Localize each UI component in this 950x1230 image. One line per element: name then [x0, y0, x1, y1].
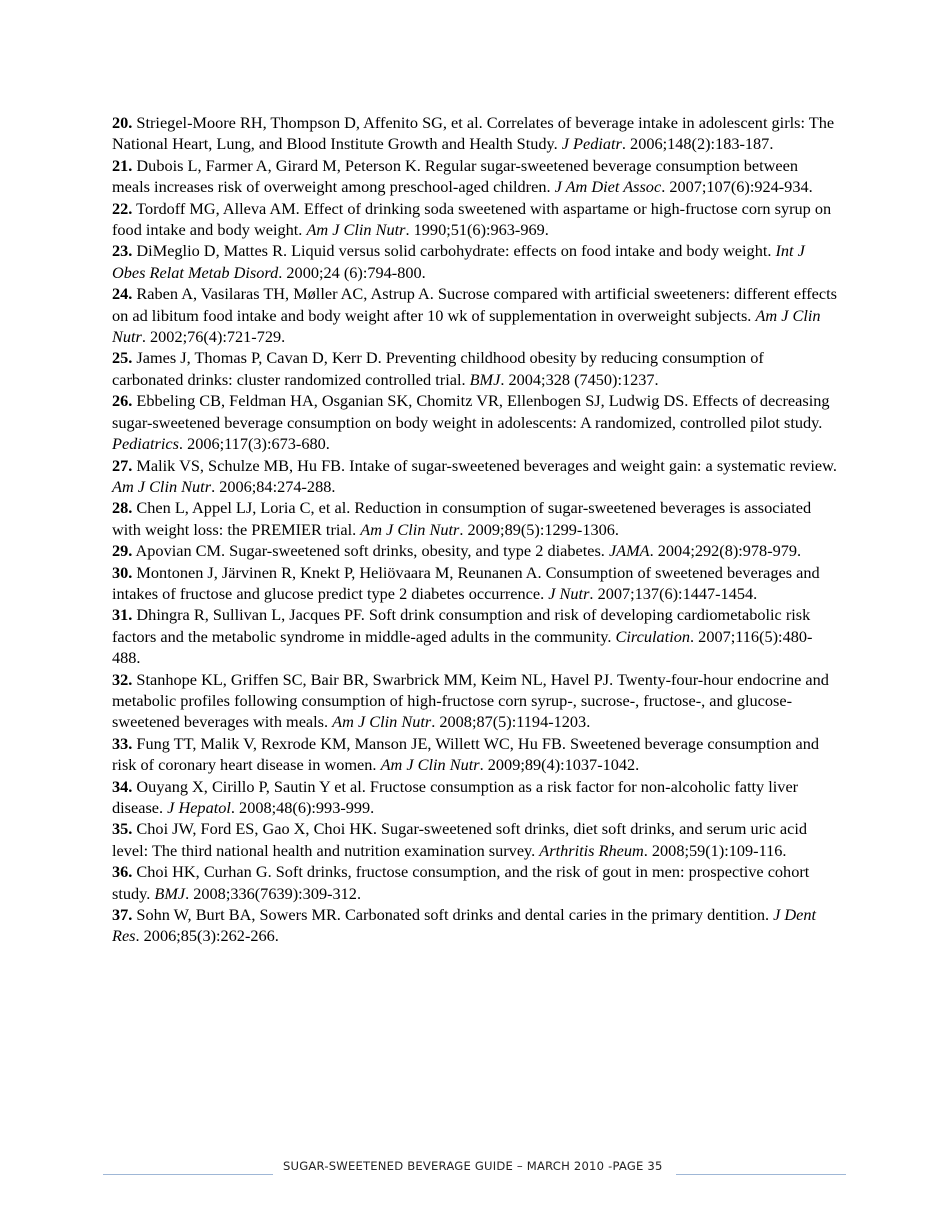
reference-journal: J Hepatol [167, 798, 231, 817]
reference-details: . 2004;328 (7450):1237. [500, 369, 659, 389]
reference-number: 35. [112, 819, 133, 839]
reference-item [112, 733, 837, 776]
reference-journal: Pediatrics [112, 434, 179, 454]
reference-number: 28. [112, 498, 133, 518]
reference-item [112, 818, 837, 861]
reference-item [112, 390, 837, 454]
reference-details: . 2000;24 (6):794-800. [278, 262, 426, 282]
reference-journal: BMJ [154, 883, 186, 903]
reference-details: . 2007;116(5):480-488. [112, 626, 813, 668]
reference-journal: Arthritis Rheum [539, 840, 644, 860]
reference-journal: J Dent Res [112, 905, 817, 946]
reference-number: 30. [112, 562, 133, 582]
reference-item [112, 283, 837, 347]
reference-text: Dhingra R, Sullivan L, Jacques PF. Soft drink consumption and risk of developing cardiometabolic risk factors and the metabolic syndrome in middle-aged adults in the community. [112, 605, 811, 646]
reference-journal: Circulation [615, 626, 691, 646]
reference-details: . 2008;336(7639):309-312. [185, 883, 362, 903]
reference-text: Ouyang X, Cirillo P, Sautin Y et al. Fructose consumption as a risk factor for non-alcoholic fatty liver disease. [112, 776, 799, 817]
reference-text: Fung TT, Malik V, Rexrode KM, Manson JE, Willett WC, Hu FB. Sweetened beverage consumption and risk of coronary heart disease in women. [112, 733, 820, 775]
reference-journal: J Pediatr [561, 134, 622, 154]
reference-text: Sohn W, Burt BA, Sowers MR. Carbonated soft drinks and dental caries in the primary dentition. [132, 905, 774, 925]
reference-number: 37. [112, 905, 133, 925]
reference-journal: Int J Obes Relat Metab Disord [112, 241, 805, 282]
reference-number: 34. [112, 776, 133, 796]
reference-journal: J Am Diet Assoc [554, 177, 662, 197]
reference-text: Raben A, Vasilaras TH, Møller AC, Astrup A. Sucrose compared with artificial sweeteners: different effects on ad libitum food intake and body weight after 10 wk of supplementation in overweight subjects. [112, 284, 837, 325]
page-footer [0, 1158, 950, 1198]
reference-text: Tordoff MG, Alleva AM. Effect of drinking soda sweetened with aspartame or high-fructose corn syrup on food intake and body weight. [112, 198, 832, 240]
reference-text: Stanhope KL, Griffen SC, Bair BR, Swarbrick MM, Keim NL, Havel PJ. Twenty-four-hour endocrine and metabolic profiles following consumption of high-fructose corn syrup-, sucrose-, fructose-, and glucose-sweetened beverages with meals. [112, 669, 829, 732]
reference-journal: JAMA [608, 541, 650, 561]
reference-journal: Am J Clin Nutr [380, 755, 480, 775]
reference-text: Choi HK, Curhan G. Soft drinks, fructose consumption, and the risk of gout in men: prospective cohort study. [112, 862, 810, 903]
reference-details: . 2009;89(4):1037-1042. [479, 755, 640, 775]
reference-number: 29. [112, 541, 133, 561]
reference-number: 32. [112, 669, 133, 689]
reference-item [112, 904, 837, 947]
reference-item [112, 112, 837, 155]
reference-list [112, 112, 837, 947]
reference-item [112, 240, 837, 283]
reference-journal: Am J Clin Nutr [112, 305, 821, 347]
reference-details: . 2009;89(5):1299-1306. [459, 519, 619, 539]
reference-details: . 2004;292(8):978-979. [649, 541, 802, 561]
reference-text: James J, Thomas P, Cavan D, Kerr D. Preventing childhood obesity by reducing consumption of carbonated drinks: cluster randomized controlled trial. [112, 348, 764, 389]
reference-journal: Am J Clin Nutr [112, 476, 212, 496]
reference-item [112, 540, 837, 561]
reference-number: 31. [112, 605, 133, 625]
reference-journal: Am J Clin Nutr [332, 712, 432, 732]
reference-text: DiMeglio D, Mattes R. Liquid versus solid carbohydrate: effects on food intake and body weight. [132, 241, 776, 261]
reference-number: 20. [112, 113, 133, 132]
reference-details: . 2006;84:274-288. [211, 476, 336, 496]
reference-number: 33. [112, 733, 133, 753]
reference-details: . 2008;48(6):993-999. [230, 798, 375, 817]
reference-item [112, 562, 837, 605]
reference-item [112, 455, 837, 498]
reference-number: 23. [112, 241, 133, 261]
reference-details: . 1990;51(6):963-969. [405, 220, 549, 240]
reference-text: Striegel-Moore RH, Thompson D, Affenito SG, et al. Correlates of beverage intake in adolescent girls: The National Heart, Lung, and Blood Institute Growth and Health Study. [112, 113, 835, 154]
reference-number: 26. [112, 391, 133, 411]
reference-item [112, 861, 837, 904]
reference-details: . 2006;148(2):183-187. [621, 134, 774, 154]
reference-number: 36. [112, 862, 133, 882]
reference-journal: Am J Clin Nutr [306, 220, 406, 240]
reference-text: Choi JW, Ford ES, Gao X, Choi HK. Sugar-sweetened soft drinks, diet soft drinks, and serum uric acid level: The third national health and nutrition examination survey. [112, 819, 808, 860]
reference-details: . 2006;85(3):262-266. [135, 926, 279, 946]
reference-item [112, 669, 837, 733]
reference-details: . 2007;137(6):1447-1454. [589, 583, 758, 603]
footer-rule-left [103, 1174, 273, 1175]
reference-text: Dubois L, Farmer A, Girard M, Peterson K. Regular sugar-sweetened beverage consumption between meals increases risk of overweight among preschool-aged children. [112, 155, 799, 197]
reference-item [112, 155, 837, 198]
reference-number: 21. [112, 155, 133, 175]
reference-details: . 2008;87(5):1194-1203. [431, 712, 591, 732]
reference-item [112, 497, 837, 540]
reference-journal: BMJ [469, 369, 501, 389]
reference-number: 27. [112, 455, 133, 475]
reference-number: 24. [112, 284, 133, 304]
reference-text: Malik VS, Schulze MB, Hu FB. Intake of sugar-sweetened beverages and weight gain: a systematic review. [132, 455, 837, 475]
reference-item [112, 347, 837, 390]
footer-page-label: SUGAR-SWEETENED BEVERAGE GUIDE – MARCH 2010 -PAGE 35 [283, 1159, 663, 1173]
reference-details: . 2002;76(4):721-729. [141, 327, 286, 347]
reference-number: 25. [112, 348, 133, 368]
reference-details: . 2007;107(6):924-934. [661, 177, 813, 197]
reference-item [112, 604, 837, 668]
reference-item [112, 198, 837, 241]
reference-text: Apovian CM. Sugar-sweetened soft drinks, obesity, and type 2 diabetes. [132, 541, 609, 561]
reference-journal: J Nutr [548, 583, 590, 603]
reference-item [112, 776, 837, 819]
reference-details: . 2008;59(1):109-116. [643, 840, 787, 860]
reference-journal: Am J Clin Nutr [360, 519, 460, 539]
footer-rule-right [676, 1174, 846, 1175]
reference-text: Chen L, Appel LJ, Loria C, et al. Reduction in consumption of sugar-sweetened beverages is associated with weight loss: the PREMIER trial. [112, 498, 812, 539]
reference-details: . 2006;117(3):673-680. [178, 434, 330, 454]
reference-number: 22. [112, 198, 133, 218]
reference-text: Ebbeling CB, Feldman HA, Osganian SK, Chomitz VR, Ellenbogen SJ, Ludwig DS. Effects of decreasing sugar-sweetened beverage consumption on body weight in adolescents: A randomized, controlled pilot study. [112, 391, 830, 432]
reference-text: Montonen J, Järvinen R, Knekt P, Heliövaara M, Reunanen A. Consumption of sweetened beverages and intakes of fructose and glucose predict type 2 diabetes occurrence. [112, 562, 820, 603]
